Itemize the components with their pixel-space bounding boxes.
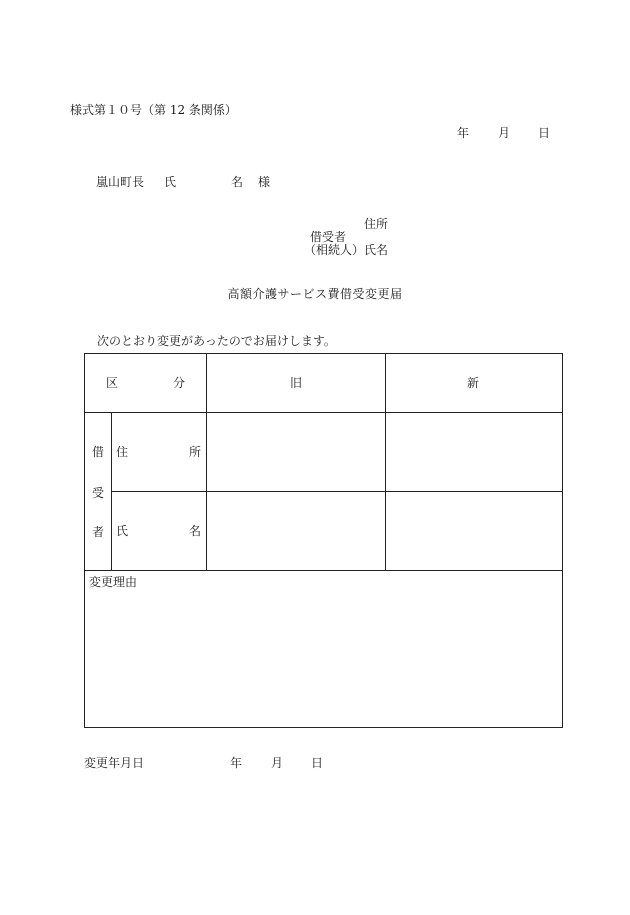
change-day-label: 日 <box>311 756 324 770</box>
heir-label: （相続人） <box>304 243 365 257</box>
table-divider <box>385 354 386 570</box>
row-address-label-b: 所 <box>189 445 202 459</box>
header-category-b: 分 <box>173 376 186 390</box>
group-char: 受 <box>92 486 105 500</box>
group-char: 借 <box>92 445 105 459</box>
addressee-prefix: 嵐山町長 <box>96 175 145 189</box>
month-label: 月 <box>498 126 511 140</box>
table-divider <box>85 412 562 413</box>
addressee-name: 名 <box>231 175 244 189</box>
reason-label: 変更理由 <box>89 575 138 589</box>
change-month-label: 月 <box>271 756 284 770</box>
table-divider <box>111 491 562 492</box>
table-divider <box>206 354 207 570</box>
intro-text: 次のとおり変更があったのでお届けします。 <box>97 334 336 348</box>
name-label: 氏名 <box>364 243 389 257</box>
addressee-line <box>0 176 630 190</box>
group-char: 者 <box>92 525 105 539</box>
header-old: 旧 <box>290 376 303 390</box>
year-label: 年 <box>457 126 470 140</box>
row-name-label-a: 氏 <box>116 524 129 538</box>
addressee-shi: 氏 <box>164 175 177 189</box>
addressee-honorific: 様 <box>258 175 271 189</box>
change-year-label: 年 <box>230 756 243 770</box>
table-divider <box>85 570 562 571</box>
form-number: 様式第１０号（第 12 条関係） <box>70 103 237 117</box>
row-address-label-a: 住 <box>116 445 129 459</box>
row-name-label-b: 名 <box>189 524 202 538</box>
borrower-label: 借受者 <box>310 230 347 244</box>
document-title: 高額介護サービス費借受変更届 <box>227 287 403 301</box>
header-category-a: 区 <box>106 376 119 390</box>
header-new: 新 <box>467 376 480 390</box>
day-label: 日 <box>538 126 551 140</box>
change-date-label: 変更年月日 <box>84 756 145 770</box>
change-table <box>84 353 563 728</box>
address-label: 住所 <box>364 217 389 231</box>
